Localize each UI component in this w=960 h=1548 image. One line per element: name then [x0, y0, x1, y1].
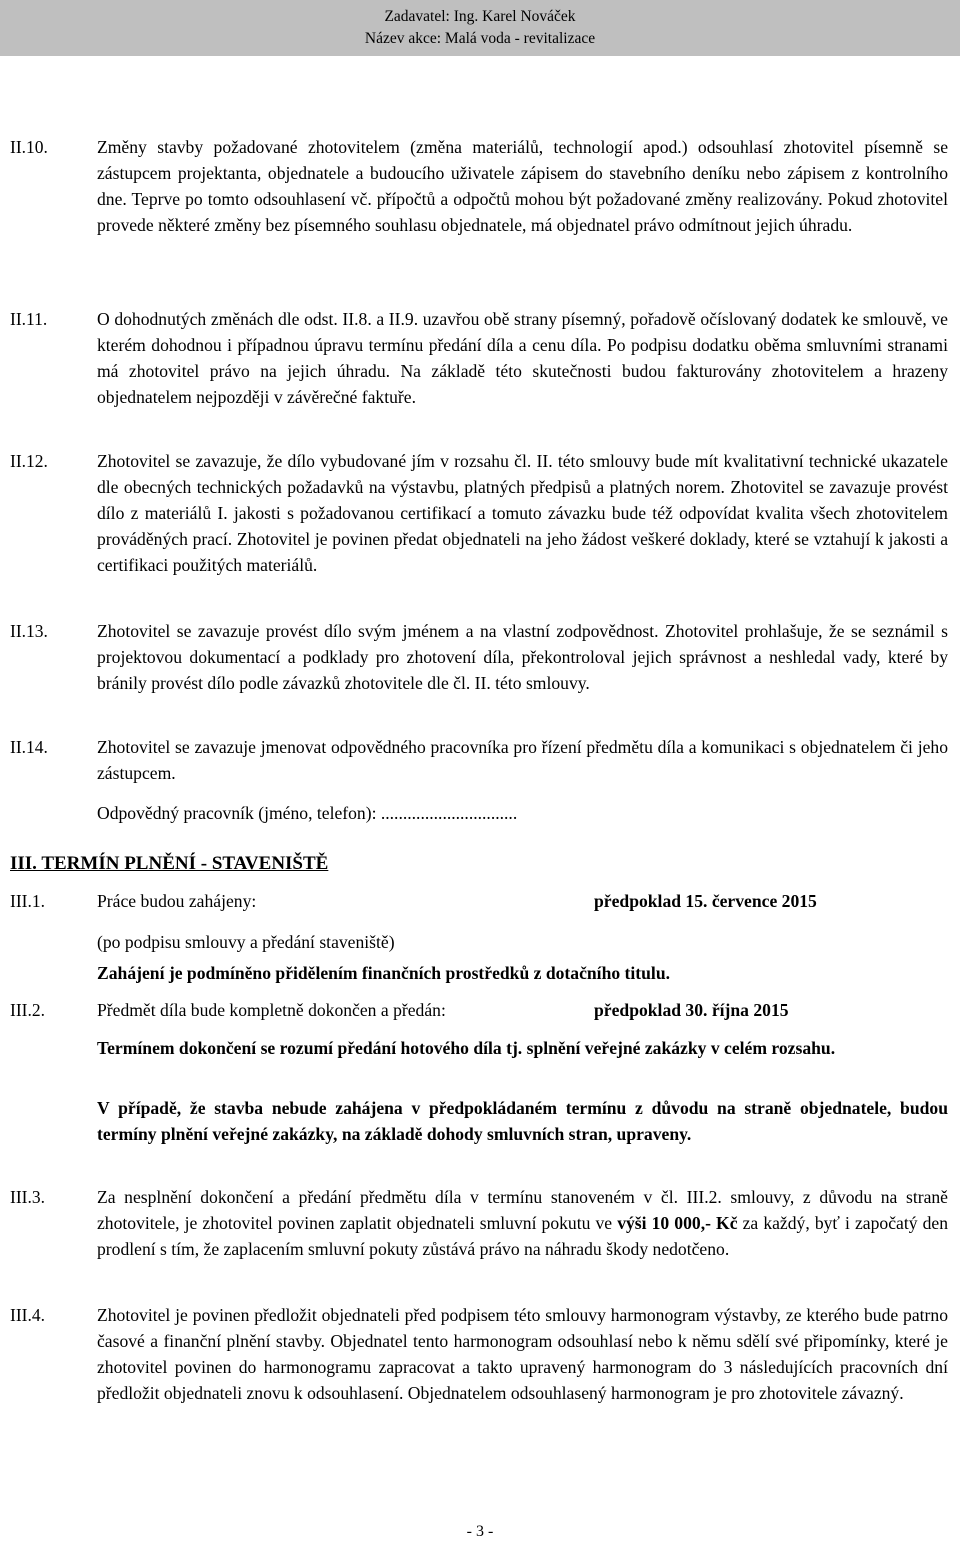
penalty-text-a: Za nesplnění dokončení a předání předmětu díla v termínu stanoveném v čl. III.2. smlouvy, z důvodu na straně zhotovitele, je zhotovitel povinen zaplatit objednateli smluvní pokutu ve [97, 1187, 948, 1233]
clause-number: III.2. [10, 1000, 45, 1020]
penalty-text [97, 1184, 948, 1262]
penalty-text-b: za každý, byť i započatý den prodlení s tím, že zaplacením smluvní pokuty zůstává právo na náhradu škody nedotčeno. [97, 1213, 948, 1259]
start-note: (po podpisu smlouvy a předání staveniště) [97, 932, 395, 952]
section-title: III. TERMÍN PLNĚNÍ - STAVENIŠTĚ [10, 853, 329, 874]
clause-number: III.3. [10, 1187, 45, 1207]
clause-text: Změny stavby požadované zhotovitelem (změna materiálů, technologií apod.) odsouhlasí zhotovitel písemně se zástupcem projektanta, objednatele a budoucího uživatele zápisem do stavebního deníku nebo zápisem z kontrolního dne. Teprve po tomto odsouhlasení vč. přípočtů a odpočtů mohou být požadované změny realizovány. Pokud zhotovitel provede některé změny bez písemného souhlasu objednatele, má objednatel právo odmítnout jejich úhradu. [97, 137, 948, 235]
header-project: Název akce: Malá voda - revitalizace [364, 30, 596, 47]
start-condition: Zahájení je podmíněno přidělením finančních prostředků z dotačního titulu. [97, 963, 671, 983]
clause-text: O dohodnutých změnách dle odst. II.8. a II.9. uzavřou obě strany písemný, pořadově očíslovaný dodatek ke smlouvě, ve kterém dohodnou i případnou úpravu termínu předání díla a cenu díla. Po podpisu dodatku oběma smluvními stranami má zhotovitel právo na jejich úhradu. Na základě této skutečnosti budou fakturovány zhotovitelem a hrazeny objednatelem nejpozději v závěrečné faktuře. [97, 309, 948, 407]
clause-number: III.1. [10, 891, 45, 911]
clause-text: Zhotovitel se zavazuje provést dílo svým jménem a na vlastní zodpovědnost. Zhotovitel prohlašuje, že se seznámil s projektovou dokumentací a podklady pro zhotovení díla, překontroloval jejich správnost a neshledal vady, které by bránily provést dílo podle závazků zhotovitele dle čl. II. této smlouvy. [97, 621, 948, 693]
clause-number: III.4. [10, 1305, 45, 1325]
page-header [0, 0, 960, 56]
start-label: Práce budou zahájeny: [97, 891, 257, 911]
header-client: Zadavatel: Ing. Karel Nováček [384, 8, 576, 25]
clause-text: Zhotovitel se zavazuje, že dílo vybudované jím v rozsahu čl. II. této smlouvy bude mít kvalitativní technické ukazatele dle obecných technických požadavků na výstavbu, platných předpisů a platných norem. Zhotovitel se zavazuje provést dílo z materiálů I. jakosti s požadovanou certifikací a tomuto závazku bude též odpovídat kvalita všech zhotovitelem prováděných prací. Zhotovitel je povinen předat objednateli na jeho žádost veškeré doklady, které se vztahují k jakosti a certifikaci použitých materiálů. [97, 451, 948, 575]
completion-definition: Termínem dokončení se rozumí předání hotového díla tj. splnění veřejné zakázky v celém rozsahu. [97, 1038, 836, 1058]
clause-text: Zhotovitel se zavazuje jmenovat odpovědného pracovníka pro řízení předmětu díla a komunikaci s objednatelem či jeho zástupcem. [97, 737, 948, 783]
completion-date: předpoklad 30. října 2015 [594, 1000, 789, 1020]
clause-number: II.12. [10, 451, 48, 471]
schedule-text: Zhotovitel je povinen předložit objednateli před podpisem této smlouvy harmonogram výstavby, ze kterého bude patrno časové a finanční plnění stavby. Objednatel tento harmonogram odsouhlasí nebo k němu sdělí své připomínky, které je zhotovitel povinen do harmonogramu zapracovat a takto upravený harmonogram do 3 následujících pracovních dní předložit objednateli znovu k odsouhlasení. Objednatelem odsouhlasený harmonogram je pro zhotovitele závazný. [97, 1305, 948, 1403]
completion-adjustment: V případě, že stavba nebude zahájena v předpokládaném termínu z důvodu na straně objednatele, budou termíny plnění veřejné zakázky, na základě dohody smluvních stran, upraveny. [97, 1098, 948, 1144]
contact-line: Odpovědný pracovník (jméno, telefon): ............................... [97, 803, 518, 823]
clause-number: II.10. [10, 137, 48, 157]
completion-label: Předmět díla bude kompletně dokončen a předán: [97, 1000, 446, 1020]
page-number: - 3 - [466, 1523, 494, 1540]
clause-number: II.11. [10, 309, 48, 329]
start-date: předpoklad 15. července 2015 [594, 891, 817, 911]
penalty-amount: výši 10 000,- Kč [617, 1213, 738, 1233]
clause-number: II.13. [10, 621, 48, 641]
clause-number: II.14. [10, 737, 48, 757]
